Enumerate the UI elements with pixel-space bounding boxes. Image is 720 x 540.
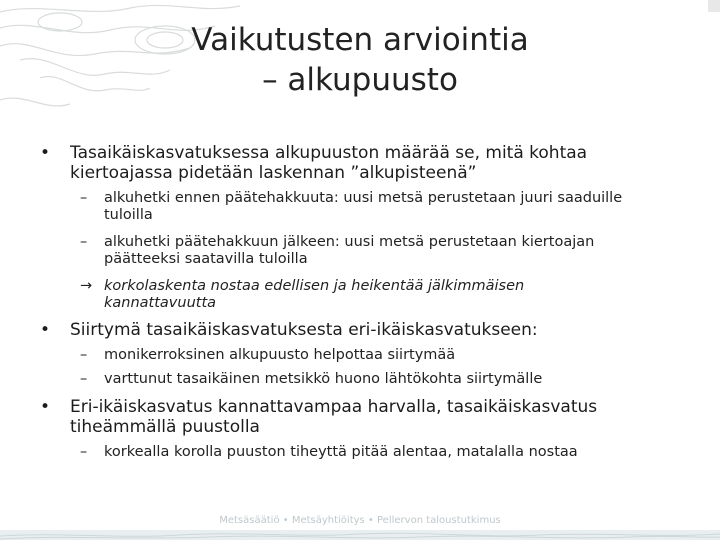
sub-bullet-2-2-line-1: varttunut tasaikäinen metsikkö huono lähtökohta siirtymälle	[104, 371, 543, 387]
sub-bullet-marker: –	[80, 190, 88, 206]
sub-bullet-1-2-line-1: alkuhetki päätehakkuun jälkeen: uusi metsä perustetaan kiertoajan	[104, 234, 595, 250]
bullet-3-line-2: tiheämmällä puustolla	[70, 417, 260, 437]
sub-bullet-1-1-line-1: alkuhetki ennen päätehakkuuta: uusi metsä perustetaan juuri saaduille	[104, 190, 623, 206]
bullet-1-line-1: Tasaikäiskasvatuksessa alkupuuston määrää se, mitä kohtaa	[70, 143, 588, 163]
bullet-marker: •	[40, 143, 51, 163]
slide-title	[80, 20, 640, 100]
sub-bullet-1-1-line-2: tuloilla	[104, 207, 153, 223]
arrow-icon: →	[80, 278, 93, 294]
sub-bullet-marker: –	[80, 347, 88, 363]
title-line-2: – alkupuusto	[262, 62, 458, 98]
bullet-3-line-1: Eri-ikäiskasvatus kannattavampaa harvalla, tasaikäiskasvatus	[70, 397, 598, 417]
bullet-2-line-1: Siirtymä tasaikäiskasvatuksesta eri-ikäiskasvatukseen:	[70, 320, 538, 340]
contour-strip-decoration	[0, 530, 720, 540]
corner-decoration	[708, 0, 720, 12]
sub-bullet-marker: –	[80, 234, 88, 250]
sub-bullet-2-1-line-1: monikerroksinen alkupuusto helpottaa siirtymää	[104, 347, 456, 363]
bullet-marker: •	[40, 320, 51, 340]
sub-bullet-1-2-line-2: päätteeksi saatavilla tuloilla	[104, 251, 308, 267]
sub-bullet-1-3-line-1: korkolaskenta nostaa edellisen ja heikentää jälkimmäisen	[104, 278, 525, 294]
bullet-marker: •	[40, 397, 51, 417]
sub-bullet-3-1-line-1: korkealla korolla puuston tiheyttä pitää alentaa, matalalla nostaa	[104, 444, 578, 460]
sub-bullet-1-3-line-2: kannattavuutta	[104, 295, 217, 311]
bullet-1-line-2: kiertoajassa pidetään laskennan ”alkupisteenä”	[70, 163, 477, 183]
title-line-1: Vaikutusten arviointia	[191, 22, 529, 58]
sub-bullet-marker: –	[80, 444, 88, 460]
sub-bullet-marker: –	[80, 371, 88, 387]
bottom-strip	[0, 530, 720, 540]
footer-text: Metsäsäätiö • Metsäyhtiöitys • Pellervon taloustutkimus	[219, 515, 501, 526]
